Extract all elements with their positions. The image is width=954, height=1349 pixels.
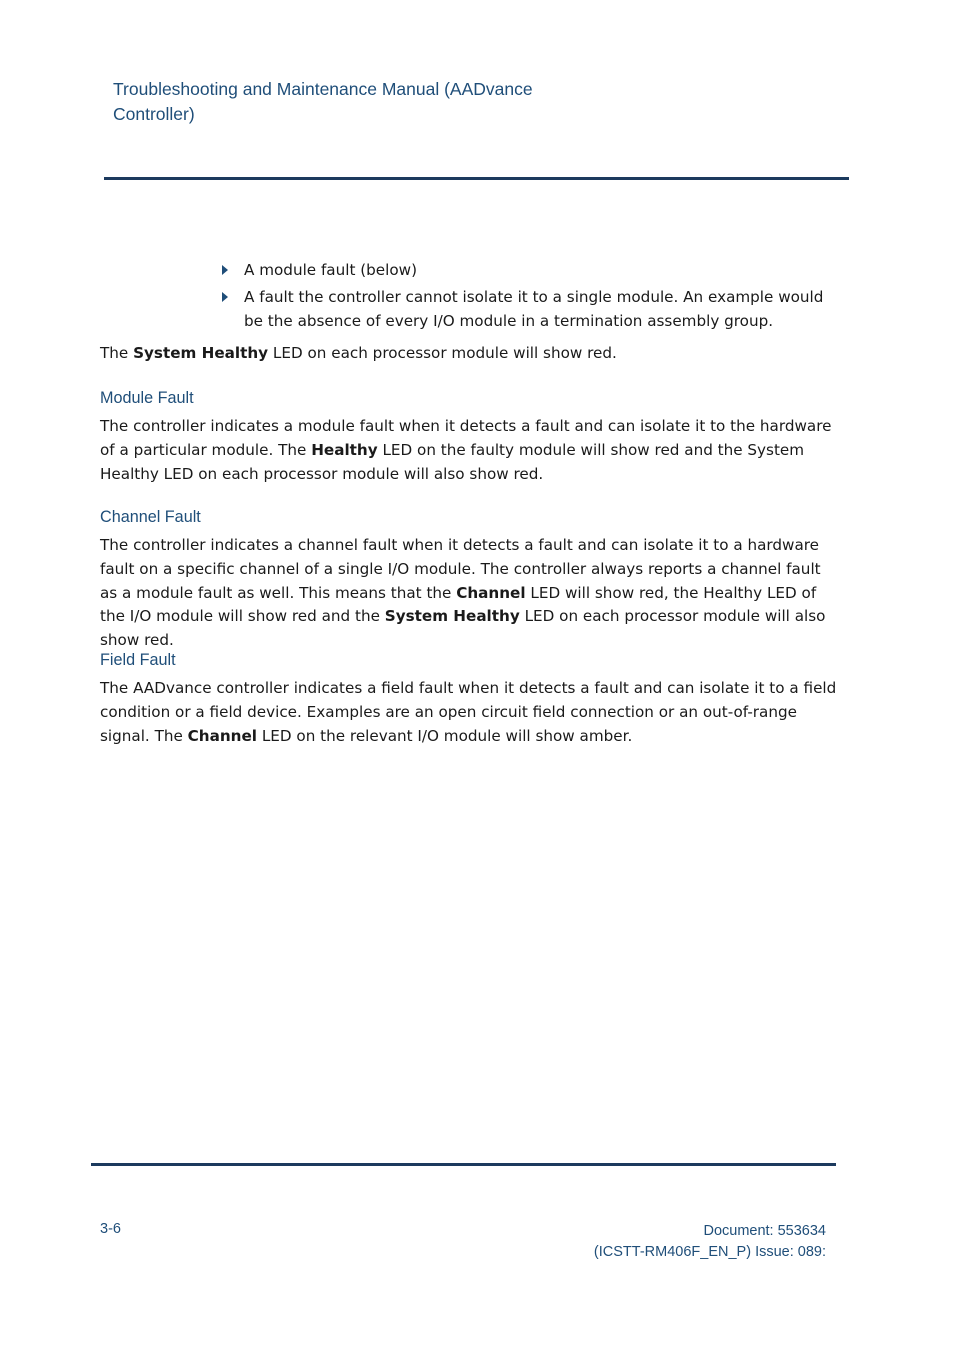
field-fault-paragraph	[100, 677, 842, 748]
document-title-line1: Troubleshooting and Maintenance Manual (AADvance	[113, 79, 533, 99]
paragraph-text: The AADvance controller indicates a field fault when it detects a fault and can isolate it to a field condition or a field device. Examples are an open circuit field connection or an out-of-range signal. The	[100, 679, 837, 745]
paragraph-text: LED on each processor module will also show red.	[100, 607, 826, 650]
document-reference	[594, 1221, 826, 1263]
triangle-right-icon	[222, 292, 228, 302]
field-fault-heading: Field Fault	[100, 651, 176, 669]
bold-term: System Healthy	[133, 344, 269, 362]
bullet-list	[222, 259, 832, 336]
channel-fault-heading: Channel Fault	[100, 508, 201, 526]
bold-term: Channel	[187, 726, 257, 745]
system-healthy-paragraph	[100, 342, 842, 366]
paragraph-text: LED on the faulty module will show red and the System Healthy LED on each processor module will also show red.	[100, 440, 805, 483]
module-fault-heading: Module Fault	[100, 389, 194, 407]
paragraph-text: LED will show red, the Healthy LED of the I/O module will show red and the	[100, 583, 817, 626]
paragraph-text: The controller indicates a module fault when it detects a fault and can isolate it to the hardware of a particular module. The	[100, 417, 832, 459]
footer-divider	[91, 1163, 836, 1166]
bold-term: Healthy	[311, 440, 378, 459]
paragraph-text: The	[100, 344, 134, 362]
list-item	[222, 259, 832, 283]
paragraph-text: The controller indicates a channel fault when it detects a fault and can isolate it to a hardware fault on a specific channel of a single I/O module. The controller always reports a channel fault as a module fault as well. This means that the	[100, 536, 821, 602]
header-divider	[104, 177, 849, 180]
module-fault-paragraph	[100, 415, 842, 486]
document-issue: (ICSTT-RM406F_EN_P) Issue: 089:	[593, 1244, 826, 1260]
document-title-line2: Controller)	[113, 104, 195, 124]
bold-term: System Healthy	[384, 607, 520, 626]
list-item	[222, 286, 832, 334]
triangle-right-icon	[222, 265, 228, 275]
paragraph-text: LED on the relevant I/O module will show amber.	[257, 726, 633, 745]
paragraph-text: LED on each processor module will show red.	[268, 344, 617, 362]
page-number: 3-6	[100, 1221, 121, 1237]
bold-term: Channel	[456, 583, 526, 602]
bullet-text: A fault the controller cannot isolate it to a single module. An example would be the absence of every I/O module in a termination assembly group.	[244, 287, 824, 330]
document-number: Document: 553634	[703, 1223, 826, 1239]
bullet-text: A module fault (below)	[244, 261, 418, 279]
document-title	[113, 77, 573, 127]
channel-fault-paragraph	[100, 534, 842, 653]
